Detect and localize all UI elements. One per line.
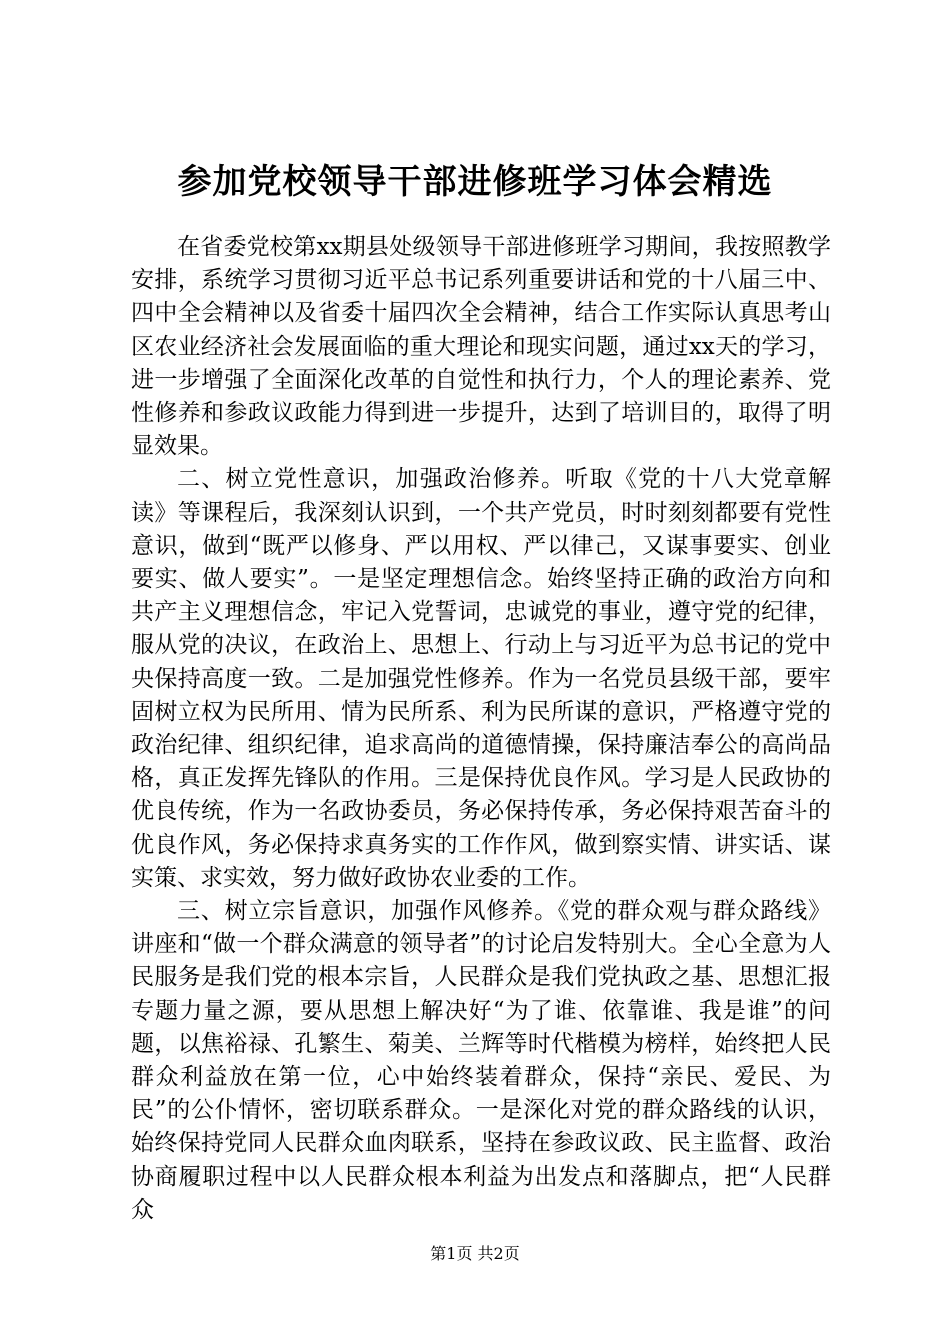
paragraph-purpose: 三、树立宗旨意识，加强作风修养。《党的群众观与群众路线》讲座和“做一个群众满意的领导者”的讨论启发特别大。全心全意为人民服务是我们党的根本宗旨，人民群众是我们党执政之基、思想汇报专题力量之源，要从思想上解决好“为了谁、依靠谁、我是谁”的问题，以焦裕禄、孔繁生、菊美、兰辉等时代楷模为榜样，始终把人民群众利益放在第一位，心中始终装着群众，保持“亲民、爱民、为民”的公仆情怀，密切联系群众。一是深化对党的群众路线的认识，始终保持党同人民群众血肉联系，坚持在参政议政、民主监督、政治协商履职过程中以人民群众根本利益为出发点和落脚点，把“人民群众 [131, 898, 831, 1223]
document-title: 参加党校领导干部进修班学习体会精选 [177, 162, 773, 202]
document-body [131, 231, 831, 1227]
paragraph-intro: 在省委党校第xx期县处级领导干部进修班学习期间，我按照教学安排，系统学习贯彻习近平总书记系列重要讲话和党的十八届三中、四中全会精神以及省委十届四次全会精神，结合工作实际认真思考山区农业经济社会发展面临的重大理论和现实问题，通过xx天的学习，进一步增强了全面深化改革的自觉性和执行力，个人的理论素养、党性修养和参政议政能力得到进一步提升，达到了培训目的，取得了明显效果。 [131, 234, 831, 460]
paragraph-party-spirit: 二、树立党性意识，加强政治修养。听取《党的十八大党章解读》等课程后，我深刻认识到，一个共产党员，时时刻刻都要有党性意识，做到“既严以修身、严以用权、严以律己，又谋事要实、创业要实、做人要实”。一是坚定理想信念。始终坚持正确的政治方向和共产主义理想信念，牢记入党誓词，忠诚党的事业，遵守党的纪律，服从党的决议，在政治上、思想上、行动上与习近平为总书记的党中央保持高度一致。二是加强党性修养。作为一名党员县级干部，要牢固树立权为民所用、情为民所系、利为民所谋的意识，严格遵守党的政治纪律、组织纪律，追求高尚的道德情操，保持廉洁奉公的高尚品格，真正发挥先锋队的作用。三是保持优良作风。学习是人民政协的优良传统，作为一名政协委员，务必保持传承，务必保持艰苦奋斗的优良作风，务必保持求真务实的工作作风，做到察实情、讲实话、谋实策、求实效，努力做好政协农业委的工作。 [131, 466, 831, 891]
page-number-footer: 第1页 共2页 [430, 1244, 520, 1263]
